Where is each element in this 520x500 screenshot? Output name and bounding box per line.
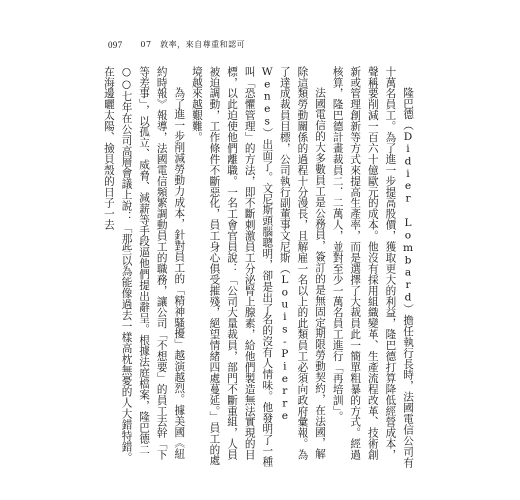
paragraph-1: 隆巴德（Didier Lombard）擔任執行長時，法國電信公司有十萬名員工。為了進一步提高股價，獲取更大的利益，隆巴德打算降低經營成本，聲稱要削減一百六十億歐元的成本。他沒有採用組織變革、生產流程改革、技術創新或管理創新等方式來提高生產率，而是選擇了大裁員此一簡單粗暴的方式。經過核算，隆巴德計畫裁員二．二萬人，並對至少一萬名員工進行「再培訓」。: [331, 66, 414, 469]
body-text: [102, 66, 416, 470]
paragraph-2: 法國電信的大多數員工是公務員，簽訂的是無固定期限勞動契約，在法國，解除這類勞動關係的過程十分漫長，且解雇一名以上的此類員工必須向政府彙報。為了達成裁員目標，公司執行副董事文尼斯（Louis-Pierre Wenes）出面了。文尼斯頭腦聰明，卻是出了名的沒有人情味。他發明了一種叫「恐懼管理」的方法，即不斷刺激員工分泌腎上腺素，給他們製造無法實現的目標，以此迫使他們離職。一名工會官員說：「公司大量裁員，部門不斷重組，人員被迫調動，工作條件不斷惡化，員工身心俱受摧殘，絕望情緒四處蔓延。」員工的處境越來越艱難。: [190, 66, 327, 468]
chapter-title: 07 敦率，來自尊重和認可: [140, 40, 246, 49]
paragraph-3: 為了進一步削減勞動力成本，針對員工的「精神騷擾」越演越烈。據美國《紐約時報》報導，法國電信頻繁調動員工的職務，讓公司「不想要」的員工去幹「下等差事」，以孤立、威脅、減薪等手段逼他們提出辭呈。根據法庭檔案，隆巴德二○○七年在公司高層會議上說：「那些以為能像過去一樣高枕無憂的人大錯特錯。在海邊曬太陽、撿貝殼的日子一去: [102, 66, 186, 463]
page-number: 097: [108, 39, 123, 50]
running-header: [108, 37, 408, 53]
